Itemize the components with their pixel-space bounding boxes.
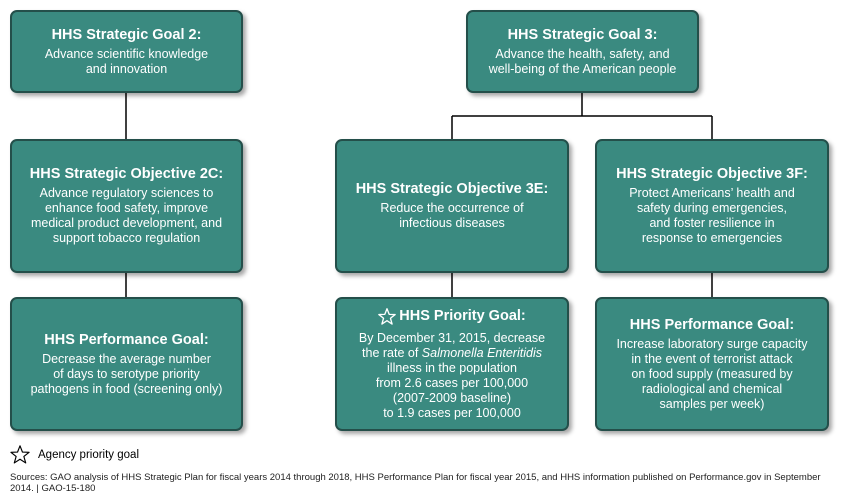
priority-goal-3e-line: from 2.6 cases per 100,000 (375, 375, 529, 390)
strategic-objective-3e-line: Reduce the occurrence of (380, 201, 524, 215)
salmonella-enteritidis-term: Salmonella Enteritidis (421, 345, 542, 360)
strategic-goal-2-line: and innovation (85, 61, 168, 76)
performance-goal-3f-text (605, 337, 819, 412)
performance-goal-3f-title: HHS Performance Goal: (629, 316, 795, 333)
performance-goal-3f-line: Increase laboratory surge capacity (616, 336, 808, 351)
priority-goal-3e-line: to 1.9 cases per 100,000 (383, 405, 521, 420)
legend-label: Agency priority goal (38, 448, 139, 461)
strategic-objective-2c-line: support tobacco regulation (52, 231, 201, 245)
performance-goal-2c-line: Decrease the average number (42, 351, 211, 366)
performance-goal-2c-title: HHS Performance Goal: (44, 331, 209, 348)
performance-goal-3f-line: samples per week) (659, 396, 765, 411)
strategic-goal-2-line: Advance scientific knowledge (44, 46, 209, 61)
strategic-objective-3e-text (345, 201, 559, 231)
performance-goal-2c-line: pathogens in food (screening only) (30, 381, 223, 396)
star-outline-icon (378, 308, 396, 325)
performance-goal-3f-line: radiological and chemical (641, 381, 783, 396)
performance-goal-3f-line: on food supply (measured by (631, 366, 793, 381)
sources-note: Sources: GAO analysis of HHS Strategic Plan for fiscal years 2014 through 2018, HHS Performance Plan for fiscal year 2015, and HHS information published on Performance.gov in September 2014. | GAO-15-180 (10, 472, 821, 494)
strategic-objective-3e-box (335, 139, 569, 273)
strategic-objective-2c-title: HHS Strategic Objective 2C: (29, 166, 224, 182)
performance-goal-3f-box (595, 297, 829, 431)
priority-goal-3e-line: By December 31, 2015, decrease (358, 330, 546, 345)
strategic-goal-3-title: HHS Strategic Goal 3: (507, 26, 658, 43)
priority-goal-3e-line: (2007-2009 baseline) (392, 390, 512, 405)
strategic-objective-2c-line: enhance food safety, improve (44, 201, 209, 215)
priority-goal-3e-title: HHS Priority Goal: (399, 307, 526, 324)
strategic-objective-2c-text (20, 186, 233, 246)
priority-goal-3e-box (335, 297, 569, 431)
strategic-goal-3-text (476, 47, 689, 77)
strategic-goal-2-box (10, 10, 243, 93)
strategic-objective-3f-box (595, 139, 829, 273)
strategic-objective-3f-text (605, 186, 819, 246)
performance-goal-2c-line: of days to serotype priority (53, 366, 200, 381)
legend (10, 445, 139, 464)
strategic-objective-2c-line: medical product development, and (30, 216, 223, 230)
strategic-goal-2-title: HHS Strategic Goal 2: (51, 26, 202, 43)
performance-goal-2c-box (10, 297, 243, 431)
strategic-objective-3f-line: safety during emergencies, (636, 201, 788, 215)
star-outline-icon (10, 445, 30, 464)
strategic-objective-3f-line: Protect Americans’ health and (629, 186, 795, 200)
performance-goal-3f-line: in the event of terrorist attack (631, 351, 793, 366)
priority-goal-3e-text (345, 331, 559, 421)
priority-goal-3e-line (345, 346, 559, 361)
priority-goal-3e-title-row (345, 308, 559, 330)
strategic-goal-3-line: Advance the health, safety, and (495, 46, 670, 61)
strategic-objective-3f-line: and foster resilience in (649, 216, 775, 230)
strategic-goal-3-line: well-being of the American people (488, 61, 677, 76)
strategic-goal-3-box (466, 10, 699, 93)
priority-goal-3e-line: illness in the population (387, 360, 517, 375)
strategic-objective-3f-title: HHS Strategic Objective 3F: (616, 166, 808, 182)
strategic-objective-3e-line: infectious diseases (399, 216, 505, 230)
performance-goal-2c-text (20, 352, 233, 397)
strategic-objective-2c-box (10, 139, 243, 273)
strategic-objective-2c-line: Advance regulatory sciences to (39, 186, 214, 200)
strategic-objective-3f-line: response to emergencies (641, 231, 783, 245)
priority-goal-3e-line-prefix: the rate of (362, 345, 422, 360)
strategic-goal-2-text (20, 47, 233, 77)
strategic-objective-3e-title: HHS Strategic Objective 3E: (355, 181, 549, 197)
